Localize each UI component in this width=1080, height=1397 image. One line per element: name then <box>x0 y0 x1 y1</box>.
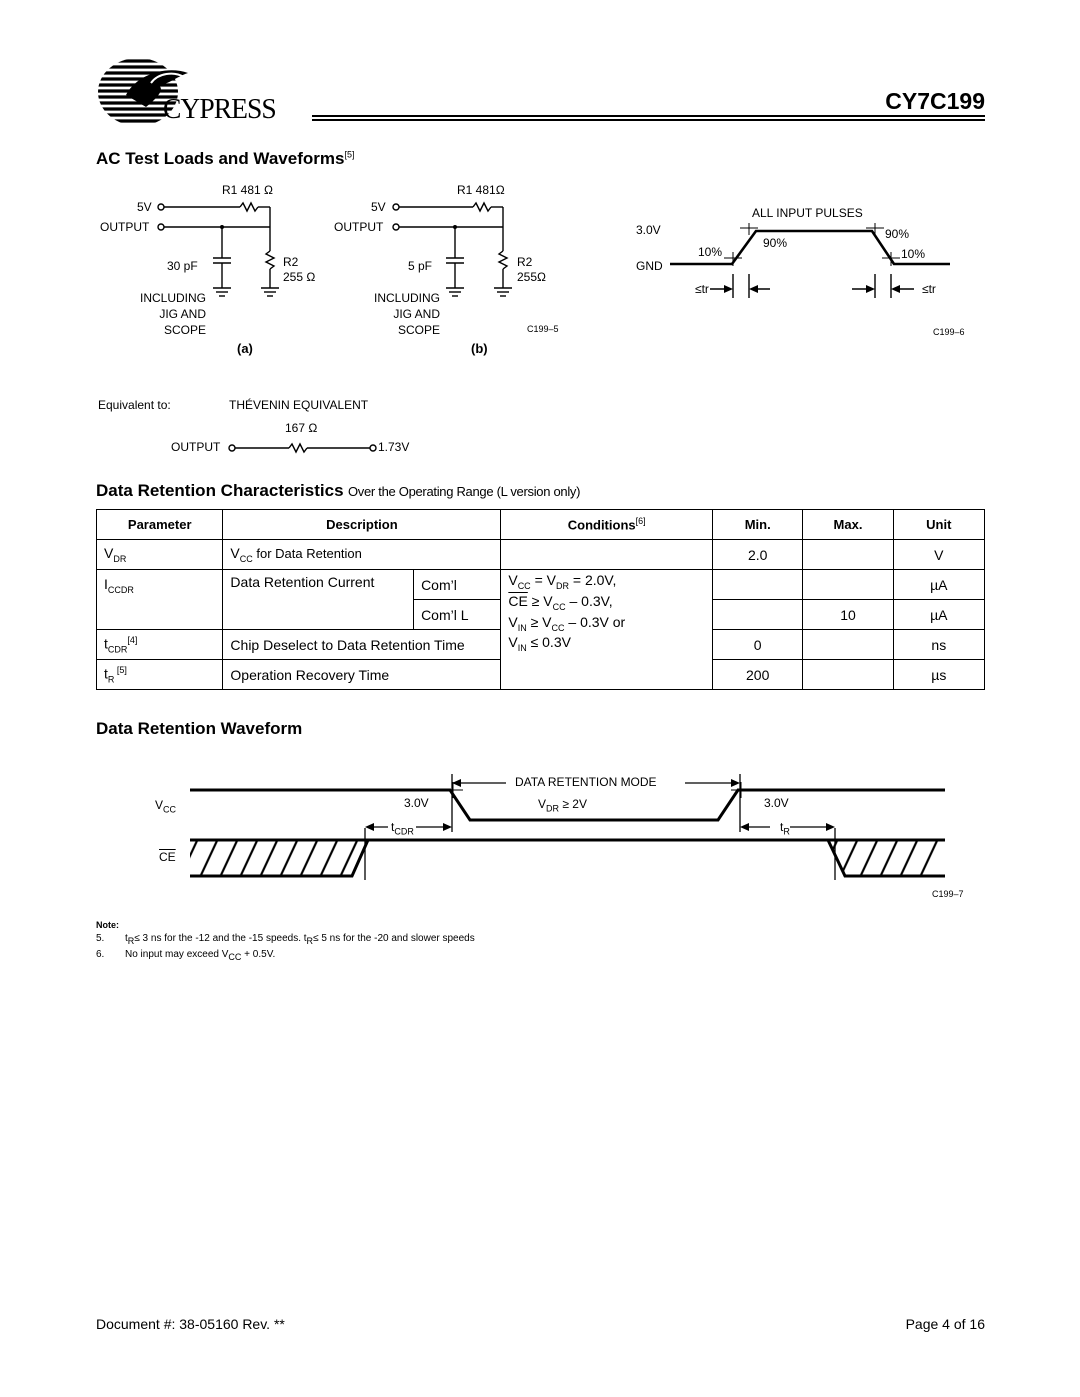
circuit-a-including-line: SCOPE <box>163 323 206 337</box>
ce-signal-label: $\overline{CE}$ <box>159 850 176 864</box>
thevenin-voltage-label: 1.73V <box>378 440 410 454</box>
equivalent-to-label: Equivalent to: <box>98 398 171 412</box>
company-wordmark: CYPRESS <box>163 93 276 125</box>
max-iccdr-coml <box>803 570 893 600</box>
vdr-subscript: DR <box>546 803 560 814</box>
unit-tcdr: ns <box>893 630 984 660</box>
grade-coml-l: Com’l L <box>414 600 501 630</box>
dr-title: Data Retention Characteristics <box>96 481 344 500</box>
note-number: 6. <box>96 949 105 960</box>
thevenin-output-label: OUTPUT <box>171 440 221 454</box>
header-rule <box>312 115 985 117</box>
notes-heading: Note: <box>96 920 119 930</box>
tcdr-symbol: t <box>391 820 395 834</box>
desc-vdr <box>223 540 501 570</box>
pulse-low-level: GND <box>636 259 663 273</box>
pulse-title: ALL INPUT PULSES <box>752 206 863 220</box>
cond-iccdr <box>501 570 713 690</box>
header-parameter: Parameter <box>97 510 223 540</box>
param-note-ref: [4] <box>127 634 138 645</box>
circuit-b-including-line: SCOPE <box>397 323 440 337</box>
circuit-a-output-label: OUTPUT <box>100 220 150 234</box>
header-max: Max. <box>803 510 893 540</box>
note-text: $t_R\le 3$ ns for the -12 and the -15 speeds. $t_R\le 5$ ns for the -20 and slower speeds <box>125 933 475 946</box>
unit-iccdr-coml-l: µA <box>893 600 984 630</box>
part-number: CY7C199 <box>885 88 985 114</box>
circuit-a-label: (a) <box>237 341 253 356</box>
param-subscript: DR <box>113 553 127 564</box>
header-conditions <box>501 510 713 540</box>
param-symbol: V <box>104 545 114 562</box>
header-description: Description <box>223 510 501 540</box>
pulse-right-high-pct: 90% <box>885 227 910 241</box>
circuit-a-including-line: INCLUDING <box>139 291 206 305</box>
min-iccdr-coml <box>713 570 803 600</box>
retention-mode-label: DATA RETENTION MODE <box>515 775 657 789</box>
desc-subscript: CC <box>239 553 253 564</box>
param-symbol: t <box>104 665 108 682</box>
max-iccdr-coml-l: 10 <box>803 600 893 630</box>
desc-symbol: V <box>230 545 240 562</box>
max-tr <box>803 660 893 690</box>
max-vdr <box>803 540 893 570</box>
max-tcdr <box>803 630 893 660</box>
page-number: Page 4 of 16 <box>905 1316 985 1332</box>
ac-section-title <box>96 149 354 169</box>
grade-coml: Com’l <box>414 570 501 600</box>
unit-vdr: V <box>893 540 984 570</box>
min-tr: 200 <box>713 660 803 690</box>
pulse-high-level: 3.0V <box>636 223 661 237</box>
vdr-level-label <box>538 797 587 813</box>
circuit-a-r2-label: R2 <box>283 255 299 269</box>
param-subscript: CDR <box>107 644 128 655</box>
condition-line: $\overline{CE} \ge V_{CC} - 0.3V$, <box>508 592 613 612</box>
circuit-b-r1-label: R1 481Ω <box>457 183 505 197</box>
circuit-a-cap-label: 30 pF <box>167 259 198 273</box>
table-row <box>97 540 985 570</box>
vcc-symbol: V <box>155 798 164 812</box>
conditions-note-ref: [6] <box>635 516 646 527</box>
pulse-rise-time-label: ≤tr <box>695 282 709 296</box>
tcdr-subscript: CDR <box>394 826 414 837</box>
document-number: Document #: 38-05160 Rev. ** <box>96 1316 285 1332</box>
param-subscript: CCDR <box>107 584 134 595</box>
dr-section-title <box>96 481 580 501</box>
circuit-a-r2-value: 255 Ω <box>283 270 316 284</box>
min-tcdr: 0 <box>713 630 803 660</box>
dr-subtitle: Over the Operating Range (L version only) <box>347 484 581 499</box>
vcc-signal-label <box>155 798 176 814</box>
condition-line: $V_{CC} = V_{DR} = 2.0V$, <box>508 572 617 591</box>
circuit-b-figure-id: C199–5 <box>527 324 559 334</box>
circuit-a-including <box>100 290 206 338</box>
waveform-title: Data Retention Waveform <box>96 719 303 738</box>
note-item <box>96 948 475 964</box>
param-iccdr <box>97 570 223 630</box>
ac-title-text: AC Test Loads and Waveforms <box>96 149 345 168</box>
circuit-b-cap-label: 5 pF <box>408 259 433 273</box>
vdr-condition: ≥ 2V <box>559 797 587 811</box>
thevenin-resistor-label: 167 Ω <box>285 421 318 435</box>
tr-label <box>780 820 790 836</box>
pulse-right-low-pct: 10% <box>901 247 926 261</box>
circuit-b-r2-value: 255Ω <box>517 270 546 284</box>
tcdr-label <box>391 820 414 836</box>
desc-tr: Operation Recovery Time <box>223 660 501 690</box>
note-text: No input may exceed $V_{CC} + 0.5V$. <box>125 949 276 962</box>
desc-text: for Data Retention <box>252 546 362 562</box>
note-number: 5. <box>96 933 105 944</box>
ac-title-note: [5] <box>344 149 355 160</box>
tr-symbol: t <box>780 820 784 834</box>
param-symbol: I <box>104 576 108 592</box>
pulse-left-low-pct: 10% <box>698 245 723 259</box>
table-header-row <box>97 510 985 540</box>
vcc-subscript: CC <box>163 804 177 815</box>
note-item <box>96 932 475 948</box>
circuit-b-including-line: JIG AND <box>393 307 440 321</box>
pulse-fall-time-label: ≤tr <box>922 282 936 296</box>
header-rule-2 <box>312 119 985 121</box>
vdr-symbol: V <box>538 797 547 811</box>
thevenin-title: THÉVENIN EQUIVALENT <box>229 398 369 412</box>
param-note-ref: [5] <box>114 664 127 675</box>
notes-section <box>96 918 475 964</box>
condition-line: $V_{IN} \ge V_{CC} - 0.3V$ or <box>508 613 626 633</box>
header-min: Min. <box>713 510 803 540</box>
param-symbol: t <box>104 635 108 652</box>
param-vdr <box>97 540 223 570</box>
cond-vdr <box>501 540 713 570</box>
waveform-figure-id: C199–7 <box>932 889 964 899</box>
pulse-left-high-pct: 90% <box>763 236 788 250</box>
condition-line: $V_{IN} \le 0.3V$ <box>508 634 571 654</box>
left-vcc-level: 3.0V <box>404 796 429 810</box>
circuit-b-label: (b) <box>471 341 488 356</box>
thevenin-schematic <box>225 440 385 456</box>
unit-tr: µs <box>893 660 984 690</box>
unit-iccdr-coml: µA <box>893 570 984 600</box>
circuit-b-output-label: OUTPUT <box>334 220 384 234</box>
min-vdr: 2.0 <box>713 540 803 570</box>
desc-tcdr: Chip Deselect to Data Retention Time <box>223 630 501 660</box>
circuit-b-including <box>334 290 440 338</box>
param-tr <box>97 660 223 690</box>
circuit-a-supply-label: 5V <box>137 200 152 214</box>
header-unit: Unit <box>893 510 984 540</box>
table-row <box>97 570 985 600</box>
circuit-a-including-line: JIG AND <box>159 307 206 321</box>
param-subscript: R <box>107 674 115 685</box>
data-retention-table <box>96 509 985 690</box>
tr-subscript: R <box>783 826 790 837</box>
circuit-a-r1-label: R1 481 Ω <box>222 183 273 197</box>
param-tcdr <box>97 630 223 660</box>
circuit-b-r2-label: R2 <box>517 255 533 269</box>
right-vcc-level: 3.0V <box>764 796 789 810</box>
circuit-b-supply-label: 5V <box>371 200 386 214</box>
min-iccdr-coml-l <box>713 600 803 630</box>
circuit-b-including-line: INCLUDING <box>373 291 440 305</box>
desc-iccdr: Data Retention Current <box>223 570 414 630</box>
pulse-figure-id: C199–6 <box>933 327 965 337</box>
header-conditions-text: Conditions <box>567 517 636 533</box>
